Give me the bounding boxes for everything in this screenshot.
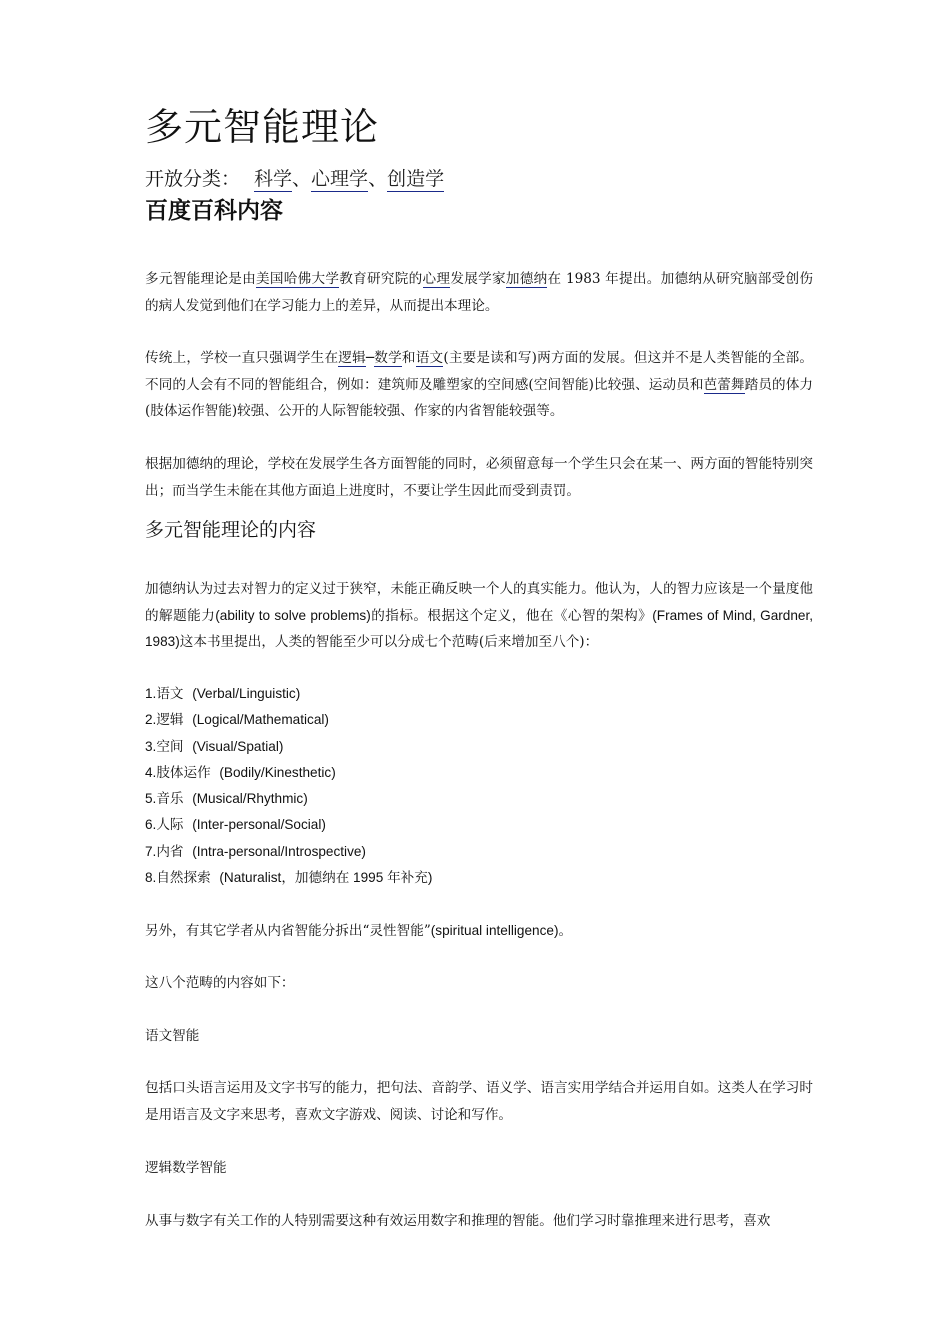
item-zh: 内省 bbox=[156, 843, 184, 860]
link-math[interactable]: 数学 bbox=[374, 350, 402, 366]
item-zh: 自然探索 bbox=[156, 870, 211, 887]
list-item bbox=[145, 786, 432, 812]
text: 发展学家 bbox=[450, 271, 506, 287]
item-zh: 肢体运作 bbox=[156, 764, 211, 781]
categories-label: 开放分类： bbox=[145, 168, 241, 190]
list-item bbox=[145, 839, 432, 865]
text: (主要是读和写)两方面的发展。但这并不是人类智能的全部。不同的人会有不同的智能组合，例如：建筑师及雕塑家的空间感(空间智能)比较强、运动员和 bbox=[145, 350, 814, 393]
page-title: 多元智能理论 bbox=[145, 105, 380, 149]
item-zh: 语文 bbox=[156, 686, 184, 702]
intro-list-paragraph: 这八个范畴的内容如下： bbox=[145, 975, 295, 991]
list-item bbox=[145, 681, 432, 707]
link-gardner[interactable]: 加德纳 bbox=[505, 271, 548, 287]
intelligence-list bbox=[145, 681, 432, 891]
item-number: 6. bbox=[145, 817, 157, 833]
text: 在 1983 年提出。加德纳从研究脑部受创伤的病人发觉到他们在学习能力上的差异，从而提出本理论。 bbox=[145, 271, 814, 314]
category-link-psychology[interactable]: 心理学 bbox=[311, 168, 369, 190]
text: 加德纳认为过去对智力的定义过于狭窄，未能正确反映一个人的真实能力。他认为，人的智力应该是一个量度他的解题能力 bbox=[145, 581, 813, 624]
category-separator: 、 bbox=[292, 168, 312, 190]
list-item bbox=[145, 734, 432, 760]
link-logic[interactable]: 逻辑 bbox=[338, 350, 366, 366]
item-en: (Musical/Rhythmic) bbox=[192, 791, 308, 807]
subheading-verbal: 语文智能 bbox=[145, 1028, 200, 1044]
categories-line bbox=[145, 164, 444, 191]
item-number: 2. bbox=[145, 712, 157, 728]
text: 这本书里提出，人类的智能至少可以分成七个范畴(后来增加至八个)： bbox=[179, 634, 599, 650]
item-en: (Visual/Spatial) bbox=[192, 738, 284, 754]
item-en: (Intra-personal/Introspective) bbox=[192, 843, 366, 859]
item-en: (Verbal/Linguistic) bbox=[192, 686, 301, 701]
item-en: (Logical/Mathematical) bbox=[192, 712, 329, 728]
list-item bbox=[145, 707, 432, 733]
list-item bbox=[145, 865, 432, 891]
item-number: 5. bbox=[145, 791, 157, 807]
text: 传统上，学校一直只强调学生在 bbox=[145, 350, 339, 366]
link-ballet[interactable]: 芭蕾舞 bbox=[703, 376, 745, 393]
item-en: (Inter-personal/Social) bbox=[192, 817, 326, 833]
source-heading: 百度百科内容 bbox=[145, 198, 283, 224]
subheading-logical: 逻辑数学智能 bbox=[145, 1160, 227, 1176]
spiritual-paragraph bbox=[145, 918, 813, 945]
logical-paragraph: 从事与数字有关工作的人特别需要这种有效运用数字和推理的智能。他们学习时靠推理来进行思考，喜欢 bbox=[145, 1213, 771, 1229]
item-en: (Bodily/Kinesthetic) bbox=[219, 764, 336, 780]
text: 和 bbox=[401, 350, 416, 366]
link-language[interactable]: 语文 bbox=[415, 350, 444, 366]
text: 教育研究院的 bbox=[339, 271, 423, 287]
definition-paragraph bbox=[145, 576, 813, 656]
link-psychology[interactable]: 心理 bbox=[422, 271, 451, 287]
item-number: 8. bbox=[145, 870, 157, 886]
list-item bbox=[145, 760, 432, 786]
theory-paragraph: 根据加德纳的理论，学校在发展学生各方面智能的同时，必须留意每一个学生只会在某一、两方面的智能特别突出；而当学生未能在其他方面追上进度时，不要让学生因此而受到责罚。 bbox=[145, 456, 813, 499]
text: 踏员的体力(肢体运作智能)较强、公开的人际智能较强、作家的内省智能较强等。 bbox=[145, 376, 814, 419]
text: (spiritual intelligence) bbox=[430, 923, 559, 938]
verbal-paragraph: 包括口头语言运用及文字书写的能力，把句法、音韵学、语义学、语言实用学结合并运用自如。这类人在学习时是用语言及文字来思考，喜欢文字游戏、阅读、讨论和写作。 bbox=[145, 1080, 813, 1123]
item-number: 1. bbox=[145, 686, 157, 701]
category-separator: 、 bbox=[368, 168, 388, 190]
text: (ability to solve problems) bbox=[215, 607, 371, 623]
link-harvard[interactable]: 美国哈佛大学 bbox=[256, 271, 340, 287]
item-zh: 逻辑 bbox=[156, 712, 184, 729]
item-number: 4. bbox=[145, 764, 157, 780]
intro-paragraph bbox=[145, 266, 813, 319]
item-number: 3. bbox=[145, 738, 157, 754]
category-link-creativity[interactable]: 创造学 bbox=[387, 168, 445, 190]
text: 多元智能理论是由 bbox=[145, 271, 257, 287]
item-en: (Naturalist，加德纳在 1995 年补充) bbox=[219, 870, 433, 886]
section-heading: 多元智能理论的内容 bbox=[145, 519, 317, 541]
text: 另外，有其它学者从内省智能分拆出“灵性智能” bbox=[145, 923, 431, 939]
list-item bbox=[145, 812, 432, 838]
item-zh: 人际 bbox=[156, 817, 184, 834]
item-number: 7. bbox=[145, 843, 157, 859]
tradition-paragraph bbox=[145, 345, 813, 425]
text: (Frames of Mind, Gardner, 1983) bbox=[145, 607, 814, 649]
category-link-science[interactable]: 科学 bbox=[254, 168, 293, 190]
text: 的指标。根据这个定义，他在《心智的架构》 bbox=[370, 607, 653, 624]
item-zh: 音乐 bbox=[156, 791, 184, 808]
text: ─ bbox=[365, 350, 375, 366]
text: 。 bbox=[558, 923, 573, 939]
item-zh: 空间 bbox=[156, 738, 184, 755]
